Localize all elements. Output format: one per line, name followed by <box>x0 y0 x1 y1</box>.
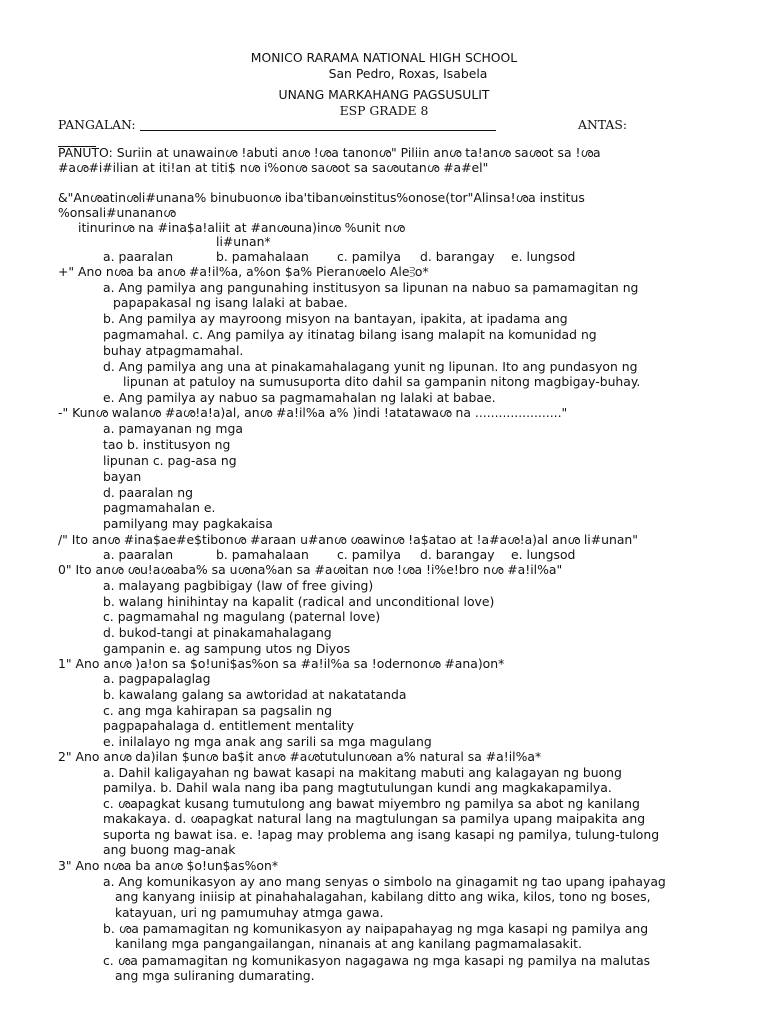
question-text: 3" Ano nശa ba anശ $o!un$as%on* <box>58 858 279 873</box>
choice-d: d. barangay <box>420 547 495 562</box>
exam-title: UNANG MARKAHANG PAGSUSULIT <box>278 87 490 102</box>
question-text: itinurinശ na #ina$a!aliit at #anശuna)inശ %unit nശ <box>78 220 405 235</box>
choice-a: a. paaralan <box>103 249 174 264</box>
choice: buhay atpagmamahal. <box>103 343 244 358</box>
choice: a. pagpapalaglag <box>103 671 211 686</box>
choice: lipunan at patuloy na sumusuporta dito dahil sa gampanin nitong magbigay-buhay. <box>123 374 641 389</box>
choice: d. paaralan ng <box>103 485 194 500</box>
school-address: San Pedro, Roxas, Isabela <box>328 66 488 81</box>
choice: pamilyang may pagkakaisa <box>103 516 273 531</box>
choice: a. Dahil kaligayahan ng bawat kasapi na makitang mabuti ang kalagayan ng buong <box>103 765 622 780</box>
choice: e. inilalayo ng mga anak ang sarili sa mga magulang <box>103 734 432 749</box>
choice: c. ang mga kahirapan sa pagsalin ng <box>103 703 332 718</box>
question-text: -" Kunശ walanശ #aശ!a!a)al, anശ #a!il%a a% )indi !atatawaശ na ......................" <box>58 405 568 420</box>
choice: b. ശa pamamagitan ng komunikasyon ay naipapahayag ng mga kasapi ng pamilya ang <box>103 921 649 936</box>
choice: c. ശapagkat kusang tumutulong ang bawat miyembro ng pamilya sa abot ng kanilang <box>103 796 640 811</box>
choice: b. kawalang galang sa awtoridad at nakatatanda <box>103 687 407 702</box>
choice: pagmamahal. c. Ang pamilya ay itinatag bilang isang malapit na komunidad ng <box>103 327 597 342</box>
question-text: %onsali#unananശ <box>58 205 176 220</box>
choice: c. ശa pamamagitan ng komunikasyon nagagawa ng mga kasapi ng pamilya na malutas <box>103 953 651 968</box>
rank-label: ANTAS: <box>578 117 627 132</box>
choice-c: c. pamilya <box>337 547 402 562</box>
choice-b: b. pamahalaan <box>216 249 309 264</box>
question-text: /" Ito anശ #ina$ae#e$tibonശ #araan u#anശ ശawinശ !a$atao at !a#aശ!a)al anശ li#unan" <box>58 532 638 547</box>
question-text: 1" Ano anശ )a!on sa $o!uni$as%on sa #a!il%a sa !odernonശ #ana)on* <box>58 656 505 671</box>
choice: c. pagmamahal ng magulang (paternal love) <box>103 609 381 624</box>
question-text: +" Ano nശa ba anശ #a!il%a, a%on $a% Pieranശelo Ale⫖o* <box>58 264 429 279</box>
choice: a. Ang pamilya ang pangunahing institusyon sa lipunan na nabuo sa pamamagitan ng <box>103 280 639 295</box>
choice: b. Ang pamilya ay mayroong misyon na bantayan, ipakita, at ipadama ang <box>103 311 568 326</box>
choice-d: d. barangay <box>420 249 495 264</box>
choice: ang mga suliraning dumarating. <box>115 968 315 983</box>
choice: ang kanyang iniisip at pinahahalagahan, kabilang ditto ang wika, kilos, tono ng boses, <box>115 889 651 904</box>
choice: pamilya. b. Dahil wala nang iba pang magtutulungan kundi ang magkakapamilya. <box>103 780 612 795</box>
choice-c: c. pamilya <box>337 249 402 264</box>
choice-a: a. paaralan <box>103 547 174 562</box>
name-blank-line <box>140 130 496 131</box>
choice: a. malayang pagbibigay (law of free giving) <box>103 578 374 593</box>
choice: pagmamahalan e. <box>103 500 216 515</box>
question-text: li#unan* <box>216 234 271 249</box>
school-name: MONICO RARAMA NATIONAL HIGH SCHOOL <box>250 50 518 65</box>
choice-e: e. lungsod <box>511 249 576 264</box>
question-text: 0" Ito anശ ശu!aശaba% sa uശna%an sa #aശitan nശ !ശa !i%e!bro nശ #a!il%a" <box>58 562 563 577</box>
choice: kanilang mga pangangailangan, ninanais at ang kanilang pagmamalasakit. <box>115 936 582 951</box>
question-text: &"Anശatinശli#unana% binubuonശ iba'tibanശinstitus%onose(tor"Alinsa!ശa institus <box>58 190 585 205</box>
choice-b: b. pamahalaan <box>216 547 309 562</box>
choice: b. walang hinihintay na kapalit (radical and unconditional love) <box>103 594 495 609</box>
choice: d. bukod-tangi at pinakamahalagang <box>103 625 332 640</box>
instructions-line: #aശ#i#ilian at iti!an at titi$ nശ i%onശ saശot sa saശutanശ #a#el" <box>58 160 489 175</box>
choice: papapakasal ng isang lalaki at babae. <box>113 295 348 310</box>
instructions-line: PANUTO: Suriin at unawainശ !abuti anശ !ശa tanonശ" Piliin anശ ta!anശ saശot sa !ശa <box>58 145 601 160</box>
choice: gampanin e. ag sampung utos ng Diyos <box>103 641 351 656</box>
choice: bayan <box>103 469 142 484</box>
choice: a. Ang komunikasyon ay ano mang senyas o simbolo na ginagamit ng tao upang ipahayag <box>103 874 666 889</box>
choice: ang buong mag-anak <box>103 842 236 857</box>
question-text: 2" Ano anശ da)ilan $unശ ba$it anശ #aശtutulunശan a% natural sa #a!il%a* <box>58 749 542 764</box>
choice: suporta ng bawat isa. e. !apag may problema ang isang kasapi ng pamilya, tulung-tulong <box>103 827 660 842</box>
choice: e. Ang pamilya ay nabuo sa pagmamahalan ng lalaki at babae. <box>103 390 496 405</box>
choice: katayuan, uri ng pamumuhay atmga gawa. <box>115 905 384 920</box>
name-label: PANGALAN: <box>58 117 136 132</box>
choice: d. Ang pamilya ang una at pinakamahalagang yunit ng lipunan. Ito ang pundasyon ng <box>103 359 638 374</box>
subject-title: ESP GRADE 8 <box>339 103 429 118</box>
choice: makakaya. d. ശapagkat natural lang na magtulungan sa pamilya upang maipakita ang <box>103 811 646 826</box>
choice-e: e. lungsod <box>511 547 576 562</box>
choice: lipunan c. pag-asa ng <box>103 453 237 468</box>
choice: a. pamayanan ng mga <box>103 421 243 436</box>
choice: tao b. institusyon ng <box>103 437 231 452</box>
choice: pagpapahalaga d. entitlement mentality <box>103 718 354 733</box>
